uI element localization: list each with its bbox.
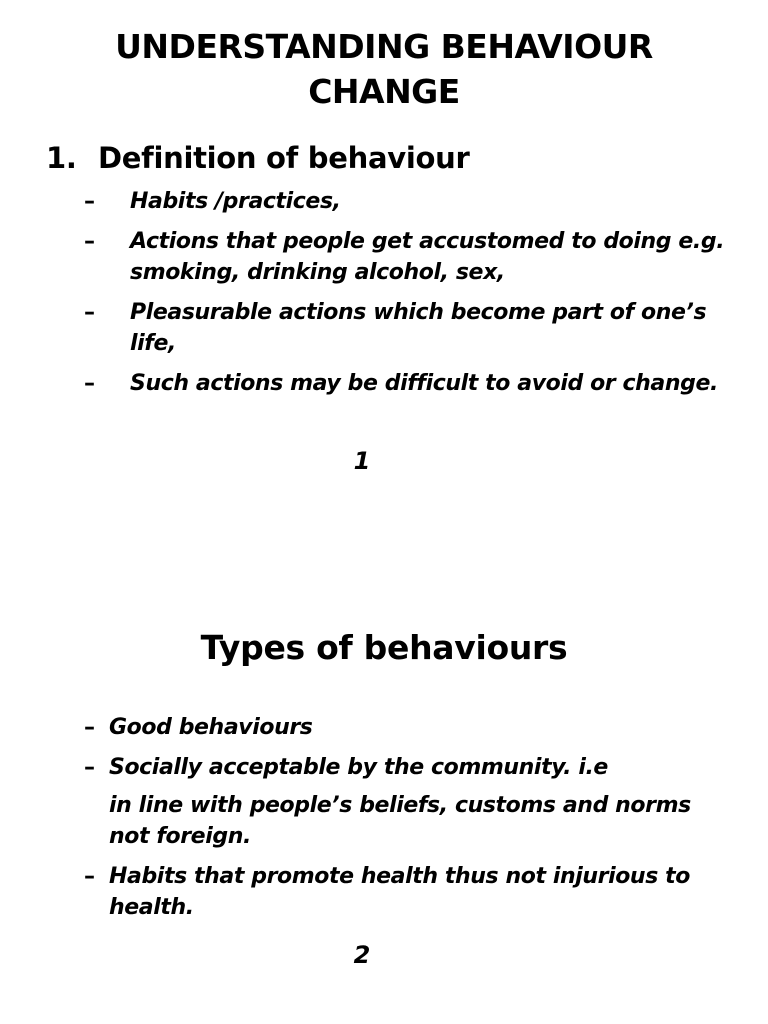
list-item bbox=[84, 226, 734, 288]
list-item-text: in line with people’s beliefs, customs and norms not foreign. bbox=[109, 793, 691, 849]
section-heading-definition bbox=[46, 138, 469, 178]
list-item-text: Socially acceptable by the community. i.e bbox=[109, 755, 608, 780]
list-item bbox=[84, 712, 734, 743]
section-heading-text: Definition of behaviour bbox=[98, 141, 470, 175]
dash-bullet-icon: – bbox=[84, 864, 95, 889]
list-item-text: Such actions may be difficult to avoid or change. bbox=[130, 371, 718, 396]
slide-2-title: Types of behaviours bbox=[200, 628, 568, 667]
list-item-text: Actions that people get accustomed to doing e.g. smoking, drinking alcohol, sex, bbox=[130, 229, 725, 285]
dash-bullet-icon: – bbox=[84, 715, 95, 740]
page-number-2: 2 bbox=[353, 941, 371, 969]
list-item-text: Habits /practices, bbox=[130, 189, 341, 214]
list-item-continuation bbox=[84, 790, 734, 852]
list-item-text: Habits that promote health thus not injurious to health. bbox=[109, 864, 690, 920]
slide-1-title-line-1: UNDERSTANDING BEHAVIOUR bbox=[115, 27, 653, 66]
definition-bullet-list bbox=[84, 186, 734, 408]
list-item bbox=[84, 861, 734, 923]
dash-bullet-icon: – bbox=[84, 755, 95, 780]
list-item-text: Good behaviours bbox=[109, 715, 313, 740]
dash-bullet-icon: – bbox=[84, 229, 95, 254]
dash-bullet-icon: – bbox=[84, 300, 95, 325]
page-number-1: 1 bbox=[353, 447, 371, 475]
dash-bullet-icon: – bbox=[84, 189, 95, 214]
list-item bbox=[84, 297, 734, 359]
slide-1-title-line-2: CHANGE bbox=[308, 72, 460, 111]
list-item bbox=[84, 368, 734, 399]
types-bullet-list bbox=[84, 712, 734, 932]
list-item-text: Pleasurable actions which become part of one’s life, bbox=[130, 300, 707, 356]
section-heading-number: 1. bbox=[46, 141, 77, 175]
slide-1-title bbox=[0, 24, 768, 114]
list-item bbox=[84, 186, 734, 217]
dash-bullet-icon: – bbox=[84, 371, 95, 396]
list-item bbox=[84, 752, 734, 783]
